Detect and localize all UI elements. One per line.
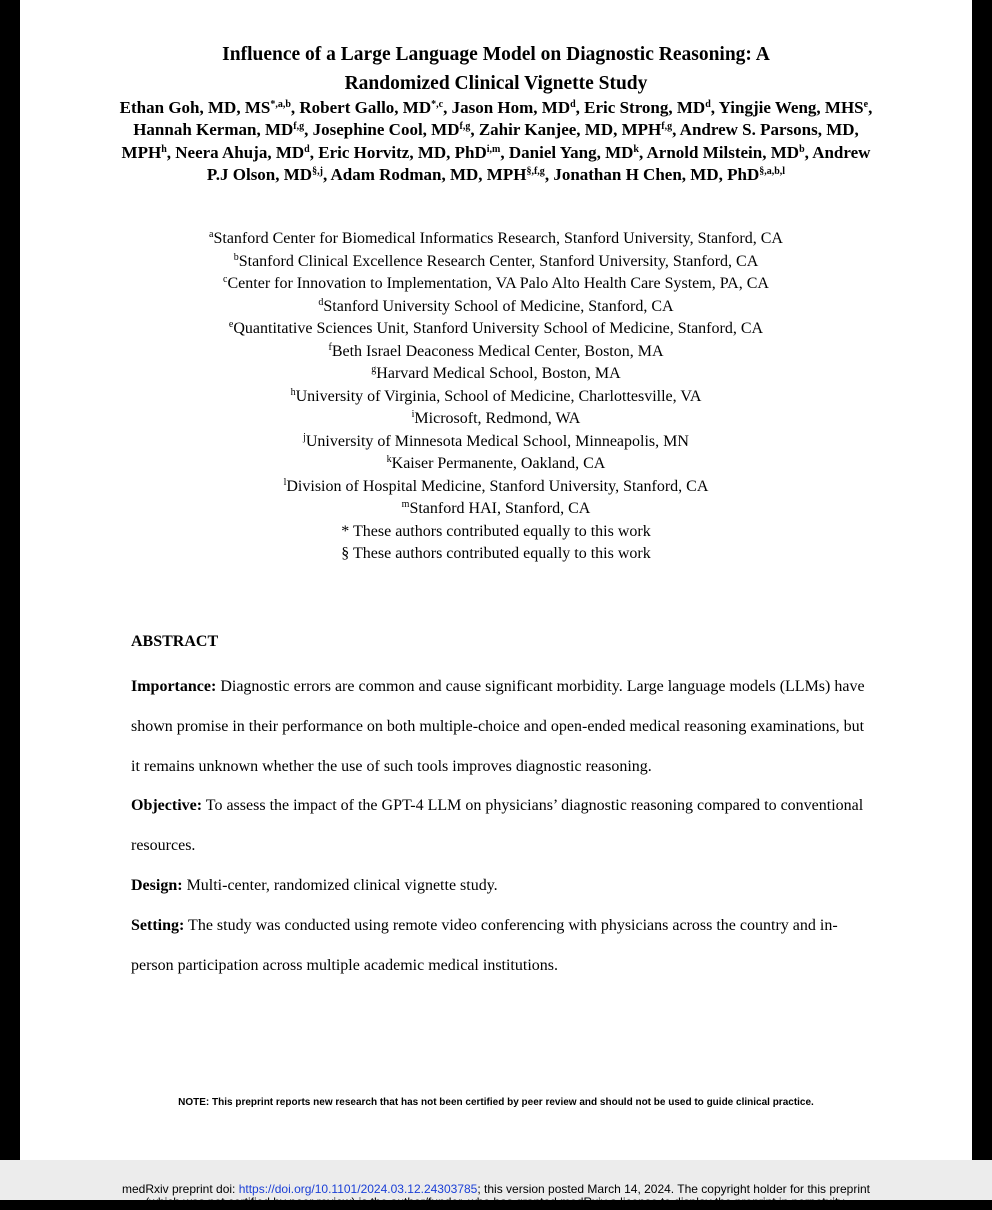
abstract-section-text: The study was conducted using remote video conferencing with physicians across the country and in-person participation across multiple academic medical institutions. bbox=[131, 916, 838, 974]
author-name: Zahir Kanjee, MD, MPH bbox=[478, 120, 662, 140]
author-affiliation-marker: k bbox=[633, 143, 639, 155]
author bbox=[299, 98, 451, 117]
author-affiliation-marker: h bbox=[161, 143, 167, 155]
affiliation-marker: m bbox=[401, 499, 410, 510]
author-name: Eric Horvitz, MD, PhD bbox=[318, 142, 487, 162]
author bbox=[133, 120, 312, 139]
affiliation bbox=[20, 273, 972, 296]
author bbox=[120, 98, 300, 117]
author-separator: , bbox=[544, 165, 554, 185]
author-separator: , bbox=[868, 98, 873, 117]
affiliation-text: § These authors contributed equally to this work bbox=[341, 545, 651, 562]
affiliation-marker: d bbox=[318, 296, 324, 308]
paper-title-line-1: Influence of a Large Language Model on Diagnostic Reasoning: A bbox=[222, 44, 770, 65]
author bbox=[479, 120, 680, 139]
author-affiliation-marker: §,a,b,l bbox=[759, 166, 786, 178]
affiliation-list bbox=[20, 228, 972, 566]
affiliation-marker: i bbox=[411, 409, 415, 420]
author-separator: , bbox=[500, 142, 509, 162]
affiliation-marker: l bbox=[283, 476, 287, 488]
author-separator: , bbox=[710, 98, 719, 117]
affiliation bbox=[20, 228, 972, 251]
affiliation-marker: g bbox=[371, 364, 377, 375]
author bbox=[509, 143, 647, 162]
abstract-sections bbox=[131, 667, 871, 985]
author-name: Josephine Cool, MD bbox=[312, 120, 460, 140]
author bbox=[313, 120, 479, 139]
affiliation-marker: c bbox=[223, 274, 228, 285]
author bbox=[647, 143, 813, 162]
affiliation-marker: e bbox=[228, 319, 234, 330]
affiliation-text: Center for Innovation to Implementation, VA Palo Alto Health Care System, PA, CA bbox=[227, 275, 769, 292]
affiliation-text: * These authors contributed equally to this work bbox=[341, 522, 651, 540]
affiliation-marker: h bbox=[290, 386, 296, 398]
abstract-section-text: Multi-center, randomized clinical vignette study. bbox=[186, 876, 498, 894]
affiliation bbox=[20, 453, 972, 476]
author-affiliation-marker: f,g bbox=[661, 121, 673, 133]
affiliation bbox=[20, 408, 972, 431]
abstract-paragraph bbox=[131, 786, 871, 866]
author-separator: , bbox=[309, 142, 319, 162]
abstract-section-label: Setting: bbox=[131, 916, 185, 934]
author bbox=[452, 98, 585, 117]
author-name: Yingjie Weng, MHS bbox=[718, 98, 864, 117]
paper-title-line-2: Randomized Clinical Vignette Study bbox=[344, 73, 648, 94]
author-separator: , bbox=[166, 142, 176, 162]
affiliation-text: Stanford HAI, Stanford, CA bbox=[409, 500, 591, 517]
author-name: Jonathan H Chen, MD, PhD bbox=[553, 165, 760, 185]
abstract-paragraph bbox=[131, 906, 871, 986]
affiliation-text: Stanford University School of Medicine, Stanford, CA bbox=[323, 297, 674, 315]
abstract-section-text: Diagnostic errors are common and cause significant morbidity. Large language models (LLMs) have shown promise in their performance on both multiple-choice and open-ended medical reasoning examinations, but it remains unknown whether the use of such tools improves diagnostic reasoning. bbox=[131, 678, 865, 775]
author bbox=[175, 143, 318, 162]
author-affiliation-marker: *,c bbox=[431, 99, 444, 110]
author-name: Adam Rodman, MD, MPH bbox=[330, 165, 527, 185]
abstract bbox=[131, 628, 871, 985]
author-name: Andrew S. Parsons, MD, MPH bbox=[121, 120, 859, 162]
author-separator: , bbox=[638, 142, 647, 162]
affiliation-marker: f bbox=[328, 341, 332, 353]
doi-link[interactable]: https://doi.org/10.1101/2024.03.12.24303785 bbox=[238, 1182, 478, 1196]
affiliation bbox=[20, 296, 972, 319]
author-name: Andrew P.J Olson, MD bbox=[206, 142, 871, 185]
abstract-section-label: Design: bbox=[131, 876, 183, 894]
affiliation-text: University of Minnesota Medical School, Minneapolis, MN bbox=[305, 432, 689, 450]
abstract-section-text: To assess the impact of the GPT-4 LLM on physicians’ diagnostic reasoning compared to conventional resources. bbox=[131, 797, 864, 855]
footer-suffix: ; this version posted March 14, 2024. The copyright holder for this preprint bbox=[477, 1182, 871, 1196]
affiliation bbox=[20, 498, 972, 521]
author-affiliation-marker: *,a,b bbox=[270, 99, 291, 110]
author-name: Daniel Yang, MD bbox=[508, 142, 634, 162]
affiliation-marker: j bbox=[303, 431, 306, 443]
footer-line-2: (which was not certified by peer review) is the author/funder, who has granted medRxiv a license to display the preprint in perpetuity. bbox=[145, 1195, 847, 1209]
affiliation-text: Beth Israel Deaconess Medical Center, Boston, MA bbox=[331, 342, 664, 360]
author-list bbox=[115, 97, 877, 187]
affiliation bbox=[20, 363, 972, 386]
affiliation bbox=[20, 251, 972, 274]
author-affiliation-marker: e bbox=[863, 99, 869, 110]
affiliation bbox=[20, 386, 972, 409]
affiliation bbox=[20, 521, 972, 544]
author-affiliation-marker: §,f,g bbox=[526, 166, 545, 178]
affiliation-marker: b bbox=[233, 251, 239, 263]
affiliation-text: Stanford Center for Biomedical Informatics Research, Stanford University, Stanford, CA bbox=[213, 230, 783, 247]
author-name: Arnold Milstein, MD bbox=[646, 142, 800, 162]
preprint-note: NOTE: This preprint reports new research that has not been certified by peer review and should not be used to guide clinical practice. bbox=[178, 1097, 814, 1108]
author-affiliation-marker: §,j bbox=[312, 166, 323, 178]
author-name: Eric Strong, MD bbox=[584, 98, 706, 117]
author-name: Ethan Goh, MD, MS bbox=[119, 98, 271, 117]
author-separator: , bbox=[672, 120, 680, 140]
affiliation-text: Stanford Clinical Excellence Research Center, Stanford University, Stanford, CA bbox=[238, 252, 759, 270]
affiliation-marker: a bbox=[209, 229, 214, 240]
author-name: Neera Ahuja, MD bbox=[175, 142, 305, 162]
author-affiliation-marker: d bbox=[304, 143, 310, 155]
abstract-paragraph bbox=[131, 866, 871, 906]
affiliation bbox=[20, 318, 972, 341]
author-separator: , bbox=[804, 142, 813, 162]
author bbox=[719, 98, 873, 117]
affiliation bbox=[20, 476, 972, 499]
author-affiliation-marker: b bbox=[799, 143, 805, 155]
footer-prefix: medRxiv preprint doi: bbox=[121, 1182, 239, 1196]
author bbox=[318, 143, 509, 162]
author-separator: , bbox=[470, 120, 479, 140]
abstract-paragraph bbox=[131, 667, 871, 786]
affiliation bbox=[20, 431, 972, 454]
author-affiliation-marker: d bbox=[705, 99, 711, 110]
medrxiv-footer bbox=[0, 1160, 992, 1209]
affiliation bbox=[20, 341, 972, 364]
author-affiliation-marker: i,m bbox=[486, 143, 501, 155]
pdf-page bbox=[20, 0, 972, 1160]
abstract-section-label: Importance: bbox=[131, 678, 217, 695]
author-affiliation-marker: d bbox=[570, 99, 576, 110]
author-affiliation-marker: f,g bbox=[293, 121, 305, 133]
affiliation-marker: k bbox=[386, 454, 392, 465]
author-separator: , bbox=[290, 98, 300, 117]
affiliation-text: Kaiser Permanente, Oakland, CA bbox=[391, 455, 606, 472]
author-separator: , bbox=[304, 120, 313, 140]
affiliation-text: Microsoft, Redmond, WA bbox=[414, 410, 581, 427]
affiliation-text: Harvard Medical School, Boston, MA bbox=[376, 365, 621, 382]
paper-title bbox=[20, 40, 972, 98]
affiliation-text: Division of Hospital Medicine, Stanford University, Stanford, CA bbox=[286, 477, 709, 495]
author-separator: , bbox=[575, 98, 585, 117]
author-separator: , bbox=[322, 165, 331, 185]
author-name: Jason Hom, MD bbox=[451, 98, 571, 117]
affiliation-text: Quantitative Sciences Unit, Stanford University School of Medicine, Stanford, CA bbox=[233, 320, 764, 337]
author bbox=[584, 98, 718, 117]
author-affiliation-marker: f,g bbox=[459, 121, 471, 133]
abstract-section-label: Objective: bbox=[131, 797, 203, 815]
affiliation-text: University of Virginia, School of Medicine, Charlottesville, VA bbox=[295, 387, 702, 405]
abstract-heading: ABSTRACT bbox=[131, 633, 219, 650]
author bbox=[553, 165, 785, 184]
author-name: Robert Gallo, MD bbox=[299, 98, 432, 117]
affiliation bbox=[20, 543, 972, 566]
author-name: Hannah Kerman, MD bbox=[133, 120, 294, 140]
author bbox=[331, 165, 554, 184]
author-separator: , bbox=[443, 98, 452, 117]
